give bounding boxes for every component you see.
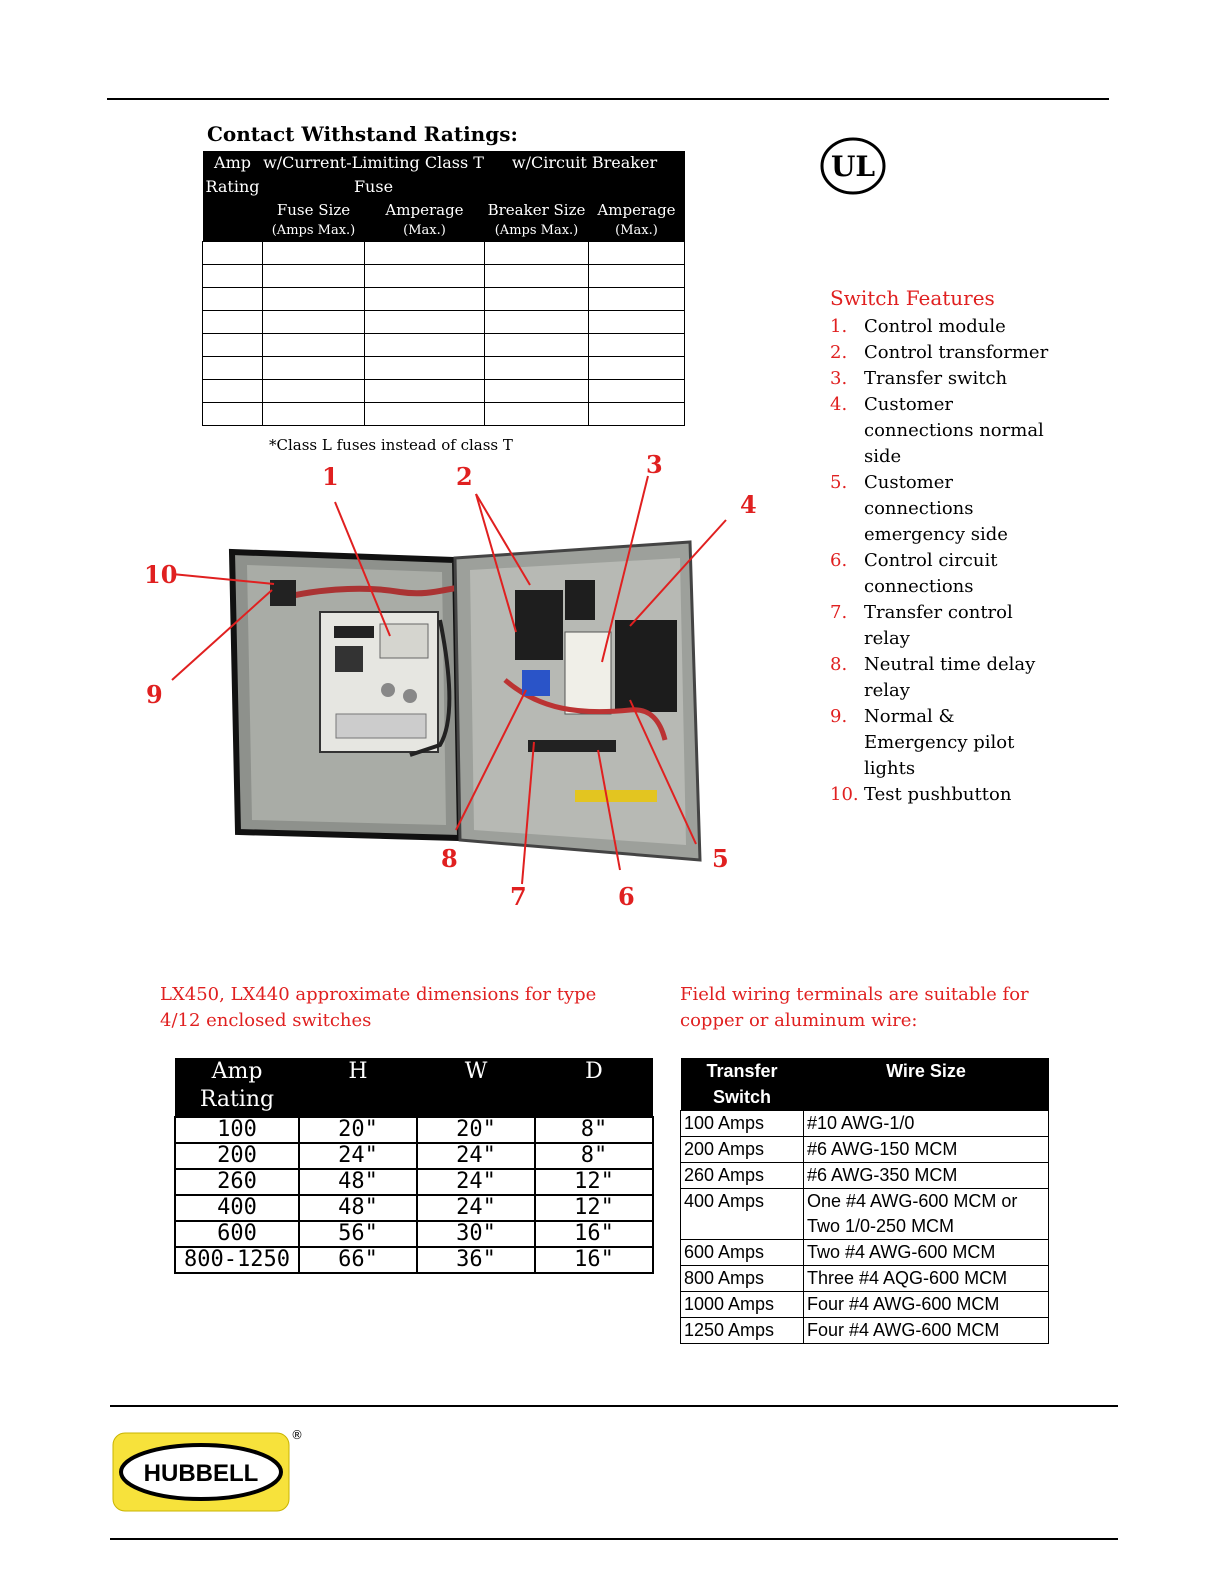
table-row: 260 48" 24" 12": [175, 1169, 653, 1195]
svg-text:HUBBELL: HUBBELL: [143, 1460, 259, 1487]
fuse-group-header: w/Current-Limiting Class T Fuse: [263, 151, 485, 199]
table-row: [203, 403, 685, 426]
table-row: [203, 357, 685, 380]
table-row: 260 Amps #6 AWG-350 MCM: [681, 1163, 1049, 1189]
list-item: 7. Transfer control relay: [830, 602, 1013, 649]
list-item: 3. Transfer switch: [830, 368, 1008, 389]
callout-7: 7: [510, 882, 527, 911]
breaker-amperage-header: Amperage: [589, 199, 685, 221]
contact-withstand-body: [203, 242, 685, 426]
hubbell-logo: [112, 1432, 290, 1512]
breaker-size-header: Breaker Size: [485, 199, 589, 221]
list-item: 4. Customer connections normal side: [830, 394, 1044, 467]
list-item: 9. Normal & Emergency pilot lights: [830, 706, 1015, 779]
callout-2: 2: [456, 462, 473, 491]
fuse-size-header: Fuse Size: [263, 199, 365, 221]
table-row: 800 Amps Three #4 AQG-600 MCM: [681, 1266, 1049, 1292]
table-row: 1250 Amps Four #4 AWG-600 MCM: [681, 1318, 1049, 1344]
breaker-size-unit: (Amps Max.): [485, 221, 589, 242]
ul-listed-icon: [818, 136, 888, 196]
table-row: 600 56" 30" 16": [175, 1221, 653, 1247]
dim-header-amp: Amp Rating: [175, 1058, 299, 1117]
callout-9: 9: [146, 680, 163, 709]
contact-withstand-title: Contact Withstand Ratings:: [207, 122, 518, 146]
callout-3: 3: [646, 450, 663, 479]
switch-features-title: Switch Features: [830, 286, 995, 310]
table-row: [203, 242, 685, 265]
wire-header-size: Wire Size: [804, 1058, 1049, 1111]
callout-5: 5: [712, 844, 729, 873]
switch-features-list: [830, 314, 1060, 808]
table-row: 100 Amps #10 AWG-1/0: [681, 1111, 1049, 1137]
registered-mark: ®: [291, 1428, 303, 1442]
dim-header-d: D: [535, 1058, 653, 1117]
fuse-amperage-unit: (Max.): [365, 221, 485, 242]
fuse-amperage-header: Amperage: [365, 199, 485, 221]
svg-text:UL: UL: [830, 150, 876, 183]
table-row: 400 Amps One #4 AWG-600 MCM or Two 1/0-250 MCM: [681, 1189, 1049, 1240]
table-row: 200 24" 24" 8": [175, 1143, 653, 1169]
dim-header-h: H: [299, 1058, 417, 1117]
wiring-table: [680, 1058, 1049, 1344]
callout-10: 10: [144, 560, 178, 589]
list-item: 1. Control module: [830, 316, 1006, 337]
table-row: 600 Amps Two #4 AWG-600 MCM: [681, 1240, 1049, 1266]
breaker-group-header: w/Circuit Breaker: [485, 151, 685, 199]
dimensions-table: [174, 1058, 654, 1274]
list-item: 5. Customer connections emergency side: [830, 472, 1008, 545]
contact-withstand-table: [202, 151, 685, 426]
footer-bottom-rule: [110, 1538, 1118, 1540]
table-row: 400 48" 24" 12": [175, 1195, 653, 1221]
table-row: [203, 334, 685, 357]
class-l-note: *Class L fuses instead of class T: [269, 436, 513, 454]
table-row: 1000 Amps Four #4 AWG-600 MCM: [681, 1292, 1049, 1318]
table-row: 800-1250 66" 36" 16": [175, 1247, 653, 1273]
table-row: [203, 380, 685, 403]
amp-rating-header: Amp Rating: [203, 151, 263, 199]
table-row: 200 Amps #6 AWG-150 MCM: [681, 1137, 1049, 1163]
breaker-amperage-unit: (Max.): [589, 221, 685, 242]
table-row: [203, 265, 685, 288]
list-item: 8. Neutral time delay relay: [830, 654, 1036, 701]
wiring-title: Field wiring terminals are suitable for copper or aluminum wire:: [680, 984, 1029, 1031]
table-row: 100 20" 20" 8": [175, 1117, 653, 1143]
callout-1: 1: [322, 462, 339, 491]
list-item: 6. Control circuit connections: [830, 550, 998, 597]
top-rule: [107, 98, 1109, 100]
dimensions-title: LX450, LX440 approximate dimensions for type 4/12 enclosed switches: [160, 984, 597, 1031]
dim-header-w: W: [417, 1058, 535, 1117]
table-row: [203, 311, 685, 334]
callout-6: 6: [618, 882, 635, 911]
list-item: 10. Test pushbutton: [830, 784, 1012, 805]
wire-header-switch: Transfer Switch: [681, 1058, 804, 1111]
callout-4: 4: [740, 490, 757, 519]
footer-top-rule: [110, 1405, 1118, 1407]
fuse-size-unit: (Amps Max.): [263, 221, 365, 242]
list-item: 2. Control transformer: [830, 342, 1049, 363]
callout-8: 8: [441, 844, 458, 873]
table-row: [203, 288, 685, 311]
